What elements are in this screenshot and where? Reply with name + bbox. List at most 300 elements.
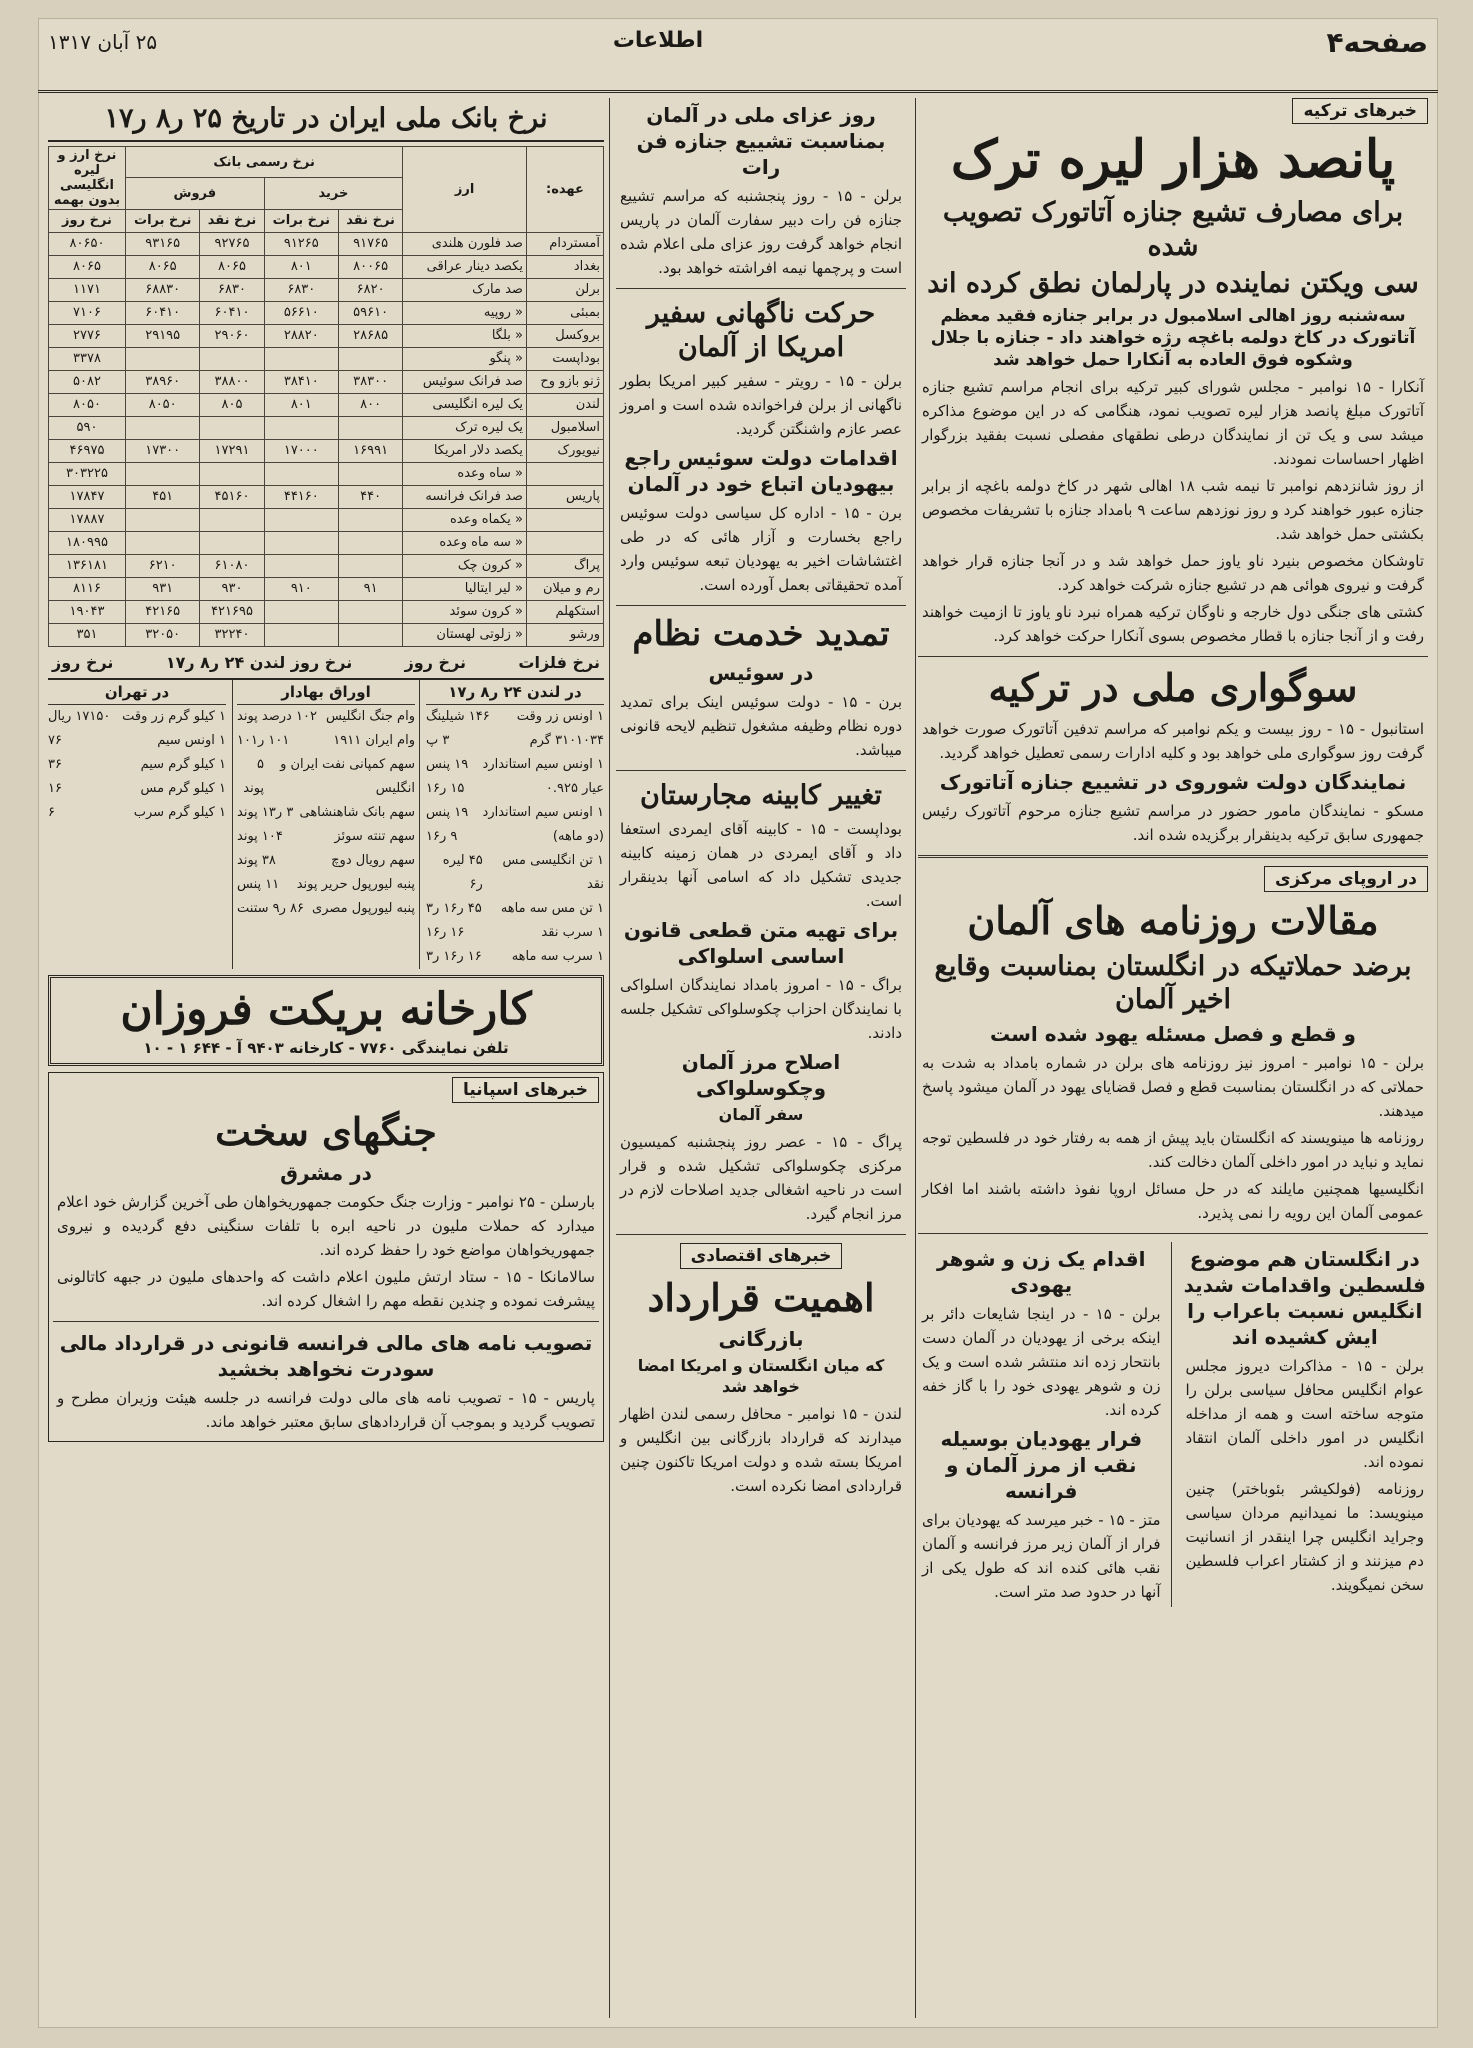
rate-value: ۸۰۶۵۰	[49, 232, 126, 255]
price-value: ۱۰۲ درصد پوند	[237, 708, 317, 724]
rate-value: ۵۰۸۲	[49, 370, 126, 393]
price-row	[48, 729, 226, 753]
rate-value: ۳۸۸۰۰	[200, 370, 264, 393]
price-item: ۱ کیلو گرم مس	[140, 780, 226, 796]
rate-city: بوداپست	[526, 347, 603, 370]
divider	[53, 1321, 599, 1322]
price-row	[426, 705, 604, 729]
rate-row	[49, 324, 604, 347]
price-item: پنبه لیورپول حریر پوند	[296, 876, 415, 892]
rate-value	[264, 462, 338, 485]
rate-currency: « یکماه وعده	[403, 508, 527, 531]
col-sell: فروش	[126, 178, 265, 210]
rate-value: ۳۵۱	[49, 623, 126, 646]
rate-value: ۱۶۹۹۱	[338, 439, 402, 462]
swiss-measures-headline: اقدامات دولت سوئیس راجع بیهودیان اتباع خود در آلمان	[624, 445, 898, 496]
price-row	[237, 897, 415, 921]
tehran-metals-title: در تهران	[48, 680, 226, 705]
rate-city: رم و میلان	[526, 577, 603, 600]
rate-value: ۶۸۳۰	[264, 278, 338, 301]
rate-value: ۹۲۷۶۵	[200, 232, 264, 255]
metals-head-right: نرخ فلزات	[518, 652, 600, 672]
turkey-headline: پانصد هزار لیره ترک	[950, 129, 1396, 190]
spain-paragraph: بارسلن - ۲۵ نوامبر - وزارت جنگ حکومت جمهوریخواهان طی آخرین گزارش خود اعلام میدارد که حملات ملیون در ناحیه ابره با تلفات سنگینی دفع گردیده و نیروی جمهوریخواهان مواضع خود را حفظ کرده اند.	[57, 1193, 595, 1260]
rate-value: ۱۷۳۰۰	[126, 439, 200, 462]
palestine-headline: در انگلستان هم موضوع فلسطین واقدامات شدید انگلیس نسبت باعراب را ایش کشیده اند	[1183, 1247, 1426, 1350]
rate-value: ۸۰۶۵	[126, 255, 200, 278]
rate-city: استکهلم	[526, 600, 603, 623]
price-row	[426, 753, 604, 777]
price-item: ۱ کیلو گرم زر وقت	[122, 708, 226, 724]
col-cash: نرخ نقد	[338, 209, 402, 232]
rate-value: ۳۰۳۲۲۵	[49, 462, 126, 485]
price-value: ۱۹ پنس	[426, 804, 469, 820]
rate-row	[49, 600, 604, 623]
rate-value: ۴۲۱۶۵	[126, 600, 200, 623]
column-germany	[616, 98, 906, 2018]
divider	[616, 770, 906, 771]
ambassador-headline: حرکت ناگهانی سفیر امریکا از آلمان	[646, 298, 876, 363]
issue-date: ۲۵ آبان ۱۳۱۷	[48, 30, 158, 54]
turkey-subhead-2: سی ویکتن نماینده در پارلمان نطق کرده اند	[927, 268, 1419, 300]
price-value: ۱۱ پنس	[237, 876, 280, 892]
section-label-spain: خبرهای اسپانیا	[452, 1077, 599, 1103]
spain-article	[48, 1072, 604, 1443]
mourning-day-headline: روز عزای ملی در آلمان بمناسبت تشییع جنازه فن رات	[636, 103, 886, 179]
rate-value: ۱۷۸۸۷	[49, 508, 126, 531]
rate-city: لندن	[526, 393, 603, 416]
rate-value: ۲۷۷۶	[49, 324, 126, 347]
masthead	[38, 18, 1438, 93]
rate-value: ۱۷۰۰۰	[264, 439, 338, 462]
swiss-measures-paragraph: برن - ۱۵ - اداره کل سیاسی دولت سوئیس راجع بخسارت و آزار هائی که در طی اغتشاشات اخیر به یهودیان تبعه سوئیس وارد آمده تحقیقاتی بعمل آورده است.	[620, 503, 902, 594]
rate-value	[338, 347, 402, 370]
rate-row	[49, 485, 604, 508]
spain-headline: جنگهای سخت	[215, 1108, 437, 1154]
rate-value	[264, 554, 338, 577]
rate-row	[49, 531, 604, 554]
price-item: ۱ سرب سه ماهه	[511, 948, 604, 964]
rate-value	[338, 462, 402, 485]
rate-row	[49, 370, 604, 393]
divider	[918, 855, 1428, 858]
rate-value	[200, 508, 264, 531]
rate-row	[49, 508, 604, 531]
mourning-headline: سوگواری ملی در ترکیه	[988, 665, 1358, 711]
palestine-article	[1182, 1242, 1429, 1607]
rate-value: ۳۲۲۴۰	[200, 623, 264, 646]
border-headline: اصلاح مرز آلمان وچکوسلواکی	[681, 1050, 841, 1101]
col-cash: نرخ نقد	[200, 209, 264, 232]
price-row	[48, 705, 226, 729]
rate-value: ۱۷۸۴۷	[49, 485, 126, 508]
rate-city: نیویورک	[526, 439, 603, 462]
german-press-paragraph: برلن - ۱۵ نوامبر - امروز نیز روزنامه های برلن در شماره بامداد به شدت به حملاتی که در انگلستان بمناسبت قطع و فصل قضایای یهود در آلمان میشود پاسخ میدهند.	[922, 1054, 1424, 1121]
price-item: عیار ۰.۹۲۵	[545, 780, 604, 796]
metals-block	[48, 680, 604, 969]
metals-header	[48, 647, 604, 680]
price-row	[237, 705, 415, 729]
price-value: ۱۶ ر۱۶ ر۳	[426, 948, 482, 964]
section-label-europe: در اروپای مرکزی	[1264, 866, 1428, 892]
palestine-paragraph: روزنامه (فولکیشر بئوباختر) چنین مینویسد: ما نمیدانیم مردان سیاسی وجراید انگلیس چرا اینقدر از انسانیت دم میزنند و از کشتار اعراب فلسطین سخن نمیگویند.	[1185, 1480, 1424, 1595]
mourning-day-paragraph: برلن - ۱۵ - روز پنجشنبه که مراسم تشییع جنازه فن رات دبیر سفارت آلمان در پاریس انجام خواهد گرفت روز عزای ملی اعلام شده است و پرچمها نیمه افراشته خواهد بود.	[620, 187, 902, 277]
rate-currency: صد مارک	[403, 278, 527, 301]
divider	[918, 656, 1428, 657]
rate-value: ۹۳۱۶۵	[126, 232, 200, 255]
rate-value: ۹۱۰	[264, 577, 338, 600]
military-service-headline: تمدید خدمت نظام	[632, 613, 890, 654]
economy-subhead: بازرگانی	[718, 1327, 804, 1352]
escape-paragraph: متز - ۱۵ - خبر میرسد که یهودیان برای فرار از آلمان زیر مرز فرانسه و آلمان نقب هائی کنده اند که طول یکی از آنها در حدود صد متر است.	[922, 1511, 1161, 1602]
price-item: سهم بانک شاهنشاهی	[299, 804, 415, 820]
divider	[616, 605, 906, 606]
soviet-delegates-paragraph: مسکو - نمایندگان مامور حضور در مراسم تشیع جنازه مرحوم آتاتورک رئیس جمهوری سابق ترکیه بدینقرار برگزیده شده اند.	[922, 801, 1424, 844]
price-row	[426, 849, 604, 897]
price-row	[426, 729, 604, 753]
price-row	[426, 777, 604, 801]
slovakia-headline: برای تهیه متن قطعی قانون اساسی اسلواکی	[623, 918, 899, 969]
rate-value: ۳۸۹۶۰	[126, 370, 200, 393]
rate-value	[338, 531, 402, 554]
price-row	[426, 825, 604, 849]
rate-value: ۶۸۳۰	[200, 278, 264, 301]
rate-value: ۱۳۶۱۸۱	[49, 554, 126, 577]
rate-value	[338, 508, 402, 531]
price-item: وام ایران ۱۹۱۱	[333, 732, 415, 748]
jewish-paragraph: برلن - ۱۵ - در اینجا شایعات دائر بر اینکه برخی از یهودیان در آلمان دست بانتحار زده اند منتشر شده است و یک زن و شوهر یهودی خود را با گاز خفه کرده اند.	[922, 1305, 1161, 1420]
col-draft: نرخ برات	[126, 209, 200, 232]
rate-currency: صد فرانک سوئیس	[403, 370, 527, 393]
col-day: نرخ روز	[49, 209, 126, 232]
rate-value: ۲۸۶۸۵	[338, 324, 402, 347]
rate-row	[49, 278, 604, 301]
section-label-economy: خبرهای اقتصادی	[680, 1243, 843, 1269]
rate-row	[49, 255, 604, 278]
rate-currency: صد فرانک فرانسه	[403, 485, 527, 508]
rate-value: ۶۸۲۰	[338, 278, 402, 301]
rate-city: اسلامبول	[526, 416, 603, 439]
rate-row	[49, 554, 604, 577]
mourning-paragraph: استانبول - ۱۵ - روز بیست و یکم نوامبر که مراسم تدفین آتاتورک صورت خواهد گرفت روز سوگواری ملی خواهد بود و کلیه ادارات رسمی تعطیل خواهد گردید.	[922, 719, 1424, 762]
rate-city: بمبئی	[526, 301, 603, 324]
price-item: ۱ تن انگلیسی مس نقد	[502, 852, 604, 892]
price-value: ۳۸ پوند	[237, 852, 276, 868]
price-item: ۱ اونس سیم استاندارد	[482, 804, 604, 820]
escape-headline: فرار یهودیان بوسیله نقب از مرز آلمان و فرانسه	[940, 1427, 1143, 1504]
price-item: ۱ اونس زر وقت	[516, 708, 604, 724]
price-item: ۱ کیلو گرم سرب	[133, 804, 226, 820]
rate-value	[200, 462, 264, 485]
rate-city: برلن	[526, 278, 603, 301]
turkey-subhead: برای مصارف تشیع جنازه آتاتورک تصویب شده	[942, 196, 1404, 262]
rate-currency: « بلگا	[403, 324, 527, 347]
rate-value	[338, 600, 402, 623]
divider	[616, 1234, 906, 1235]
column-divider	[609, 98, 610, 2018]
rate-value: ۶۲۱۰	[126, 554, 200, 577]
rate-city: ژنو بازو وح	[526, 370, 603, 393]
price-value: ۱۴۶ شیلینگ	[426, 708, 490, 724]
rate-currency: « لیر ایتالیا	[403, 577, 527, 600]
london-metals-title: در لندن ۲۴ ر۸ ر۱۷	[426, 680, 604, 705]
rate-row	[49, 623, 604, 646]
border-paragraph: پراگ - ۱۵ - عصر روز پنجشنبه کمیسیون مرکزی چکوسلواکی تشکیل شده و قرار است در ناحیه اشغالی جدید اصلاحات لازم در مرز انجام گیرد.	[620, 1132, 903, 1223]
rate-row	[49, 301, 604, 324]
metals-head-mid: نرخ روز	[404, 652, 467, 672]
price-value: ۱۶ ر۱۶	[426, 924, 465, 940]
col-note: نرخ ارز و لیره انگلیسی بدون بهمه	[49, 146, 126, 209]
rate-city	[526, 531, 603, 554]
metals-head-mid-2: نرخ روز لندن ۲۴ ر۸ ر۱۷	[165, 652, 353, 672]
price-value: ۳ ر۱۳ پوند	[237, 804, 294, 820]
rate-currency: یکصد دینار عراقی	[403, 255, 527, 278]
economy-subhead-2: که میان انگلستان و امریکا امضا خواهد شد	[637, 1356, 885, 1397]
price-value: ۳۶	[48, 756, 62, 772]
france-finance-headline: تصویب نامه های مالی فرانسه قانونی در قرارداد مالی سودرت نخواهد بخشید	[59, 1331, 593, 1382]
rate-currency: « پنگو	[403, 347, 527, 370]
price-row	[48, 753, 226, 777]
german-press-paragraph: انگلیسیها همچنین مایلند که در حل مسائل اروپا نفوذ داشته باشند اما افکار عمومی آلمان این رویه را نمی پذیرد.	[922, 1180, 1424, 1223]
turkey-lead: سه‌شنبه روز اهالی اسلامبول در برابر جنازه فقید معظم آتاتورک در کاخ دولمه باغچه رژه خواهند داد - جنازه با جلال وشکوه فوق العاده به آنکارا حمل خواهد شد	[930, 306, 1416, 371]
price-value: ۱۷۱۵۰ ریال	[48, 708, 111, 724]
price-item: سهم کمپانی نفت ایران و انگلیس	[280, 756, 415, 796]
turkey-paragraph: آنکارا - ۱۵ نوامبر - مجلس شورای کبیر ترکیه برای انجام مراسم تشیع جنازه آتاتورک مبلغ پانصد هزار لیره تصویب نمود، هنگامی که در این موضوع مذاکره میشد سی و یک تن از نمایندگان درطی نطقهای مفصلی نسبت بفقید بزرگوار اظهار احساسات نمودند.	[922, 378, 1424, 469]
rate-value: ۴۶۹۷۵	[49, 439, 126, 462]
price-item: ۱ تن مس سه ماهه	[500, 900, 604, 916]
rate-value	[264, 416, 338, 439]
rate-value: ۵۹۶۱۰	[338, 301, 402, 324]
bank-rates-title: نرخ بانک ملی ایران در تاریخ ۲۵ ر۸ ر۱۷	[48, 102, 604, 142]
rate-value: ۸۰۵۰	[126, 393, 200, 416]
rate-value: ۹۳۱	[126, 577, 200, 600]
rate-value: ۸۰۱	[264, 393, 338, 416]
france-finance-paragraph: پاریس - ۱۵ - تصویب نامه های مالی دولت فرانسه در جلسه هیئت وزیران مطرح و تصویب گردید و بموجب آن قراردادهای سابق معتبر خواهد ماند.	[57, 1389, 595, 1432]
rate-value: ۸۰۵	[200, 393, 264, 416]
german-press-subhead-2: و قطع و فصل مسئله یهود شده است	[990, 1022, 1356, 1047]
rate-value: ۲۹۰۶۰	[200, 324, 264, 347]
economy-paragraph: لندن - ۱۵ نوامبر - محافل رسمی لندن اظهار میدارند که قرارداد بازرگانی بین انگلیس و امریکا بسته شده و دولت امریکا تاکنون چنین قراردادی امضا نکرده است.	[620, 1405, 902, 1496]
rate-currency: « زلوتی لهستان	[403, 623, 527, 646]
rate-value: ۵۶۶۱۰	[264, 301, 338, 324]
military-service-paragraph: برن - ۱۵ - دولت سوئیس اینک برای تمدید دوره نظام وظیفه مشغول تنظیم لایحه قانونی میباشد.	[620, 693, 902, 760]
rate-value: ۶۰۴۱۰	[126, 301, 200, 324]
price-value: ۳ پ	[426, 732, 450, 748]
rate-value: ۳۲۰۵۰	[126, 623, 200, 646]
price-value: ۷۶	[48, 732, 62, 748]
price-item: سهم رویال دوچ	[331, 852, 415, 868]
price-row	[426, 897, 604, 921]
rate-value	[126, 347, 200, 370]
rate-city: بغداد	[526, 255, 603, 278]
rate-currency: « کرون سوئد	[403, 600, 527, 623]
rate-currency: یکصد دلار امریکا	[403, 439, 527, 462]
bank-rates-body	[49, 232, 604, 646]
hungary-cabinet-headline: تغییر کابینه مجارستان	[640, 780, 882, 812]
price-value: ۱۵ ر۱۶	[426, 780, 465, 796]
rate-city: پاریس	[526, 485, 603, 508]
paper-name: اطلاعات	[612, 28, 704, 53]
price-row	[237, 825, 415, 849]
turkey-paragraph: تاوشکان مخصوص بنیرد ناو یاوز حمل خواهد شد و در آنجا جنازه قرار خواهد گرفت و نیروی هوائی هم در تشیع جنازه شرکت خواهد کرد.	[922, 552, 1424, 595]
rate-value: ۴۴۱۶۰	[264, 485, 338, 508]
price-item: سهم تنته سوئز	[334, 828, 415, 844]
soviet-delegates-headline: نمایندگان دولت شوروی در تشییع جنازه آتاتورک	[939, 769, 1407, 794]
rate-value	[200, 531, 264, 554]
metals-head-left: نرخ روز	[52, 652, 114, 672]
column-divider	[915, 98, 916, 2018]
turkey-paragraph: کشتی های جنگی دول خارجه و ناوگان ترکیه همراه نبرد ناو یاوز تا ازمیت خواهند رفت و از آنجا جنازه با قطار مخصوص بسوی آنکارا حرکت خواهد کرد.	[922, 603, 1424, 646]
rate-value: ۴۵۱	[126, 485, 200, 508]
price-value: ۴۵ لیره ر۶	[442, 852, 483, 892]
rate-value: ۶۸۸۳۰	[126, 278, 200, 301]
rate-value	[338, 623, 402, 646]
rate-currency: صد فلورن هلندی	[403, 232, 527, 255]
rate-value	[264, 600, 338, 623]
price-item: (دو ماهه)	[552, 828, 604, 844]
border-subhead: سفر آلمان	[718, 1105, 804, 1125]
spain-subhead: در مشرق	[280, 1161, 372, 1186]
jewish-article	[918, 1242, 1172, 1607]
ad-company-name: کارخانه بریکت فروزان	[120, 983, 532, 1035]
rate-value: ۴۴۰	[338, 485, 402, 508]
price-item: ۱ کیلو گرم سیم	[140, 756, 226, 772]
price-value: ۹ ر۱۶	[426, 828, 458, 844]
rate-value: ۳۸۴۱۰	[264, 370, 338, 393]
divider	[616, 288, 906, 289]
rate-value	[126, 531, 200, 554]
rate-value: ۵۹۰	[49, 416, 126, 439]
briquette-ad	[48, 975, 604, 1066]
rate-value	[200, 347, 264, 370]
rate-row	[49, 462, 604, 485]
rate-currency: « سه ماه وعده	[403, 531, 527, 554]
rate-value: ۶۰۴۱۰	[200, 301, 264, 324]
rate-value: ۲۸۸۲۰	[264, 324, 338, 347]
rate-row	[49, 347, 604, 370]
rate-value: ۸۰۰۶۵	[338, 255, 402, 278]
rate-city	[526, 462, 603, 485]
col-buy: خرید	[264, 178, 403, 210]
german-press-headline: مقالات روزنامه های آلمان	[967, 897, 1379, 943]
price-item: ۱ سرب نقد	[541, 924, 604, 940]
rate-value: ۳۳۷۸	[49, 347, 126, 370]
rate-row	[49, 232, 604, 255]
price-value: ۴۵ ر۱۶ ر۳	[426, 900, 482, 916]
rate-value: ۱۸۰۹۹۵	[49, 531, 126, 554]
securities-title: اوراق بهادار	[237, 680, 415, 705]
german-press-subhead: برضد حملاتیکه در انگلستان بمناسبت وقایع اخیر آلمان	[934, 950, 1412, 1016]
price-item: ۱ اونس سیم استاندارد	[482, 756, 604, 772]
section-label-turkey: خبرهای ترکیه	[1292, 98, 1428, 124]
price-value: ۱۰۱ ر۱۰۱	[237, 732, 290, 748]
rate-value: ۸۰۵۰	[49, 393, 126, 416]
rate-value: ۷۱۰۶	[49, 301, 126, 324]
rate-value: ۲۹۱۹۵	[126, 324, 200, 347]
rate-value: ۱۱۷۱	[49, 278, 126, 301]
rate-row	[49, 416, 604, 439]
jewish-headline: اقدام یک زن و شوهر یهودی	[937, 1247, 1146, 1298]
price-value: ۱۹ پنس	[426, 756, 469, 772]
rate-value	[338, 416, 402, 439]
rate-value: ۹۱	[338, 577, 402, 600]
german-press-paragraph: روزنامه ها مینویسند که انگلستان باید پیش از همه به رفتار خود در فلسطین توجه نماید و نباید در امور داخلی آلمان دخالت کند.	[922, 1129, 1424, 1172]
price-row	[237, 753, 415, 801]
rate-value: ۹۱۲۶۵	[264, 232, 338, 255]
rate-value	[264, 347, 338, 370]
rate-value	[126, 462, 200, 485]
rate-value: ۴۵۱۶۰	[200, 485, 264, 508]
securities	[232, 680, 420, 969]
price-item: ۱ اونس سیم	[157, 732, 226, 748]
rate-currency: « ساه وعده	[403, 462, 527, 485]
price-value: ۱۰۴ پوند	[237, 828, 283, 844]
ad-phones: تلفن نمایندگی ۷۷۶۰ - کارخانه ۹۴۰۳ آ - ۶۴۴ ۱ - ۱۰	[143, 1038, 509, 1057]
rate-value: ۳۸۳۰۰	[338, 370, 402, 393]
price-row	[237, 873, 415, 897]
rate-city: بروکسل	[526, 324, 603, 347]
rate-value: ۸۱۱۶	[49, 577, 126, 600]
rate-city	[526, 508, 603, 531]
price-row	[426, 921, 604, 945]
price-item: وام جنگ انگلیس	[325, 708, 415, 724]
rate-city: ورشو	[526, 623, 603, 646]
price-value: ۶	[48, 804, 55, 820]
price-row	[237, 729, 415, 753]
price-item: پنبه لیورپول مصری	[312, 900, 415, 916]
rate-currency: یک لیره انگلیسی	[403, 393, 527, 416]
rate-value: ۴۲۱۶۹۵	[200, 600, 264, 623]
rate-value: ۹۱۷۶۵	[338, 232, 402, 255]
rate-value	[264, 508, 338, 531]
rate-city: پراگ	[526, 554, 603, 577]
page-number: صفحه۴	[1326, 26, 1428, 59]
price-row	[237, 801, 415, 825]
rate-value: ۹۳۰	[200, 577, 264, 600]
palestine-paragraph: برلن - ۱۵ - مذاکرات دیروز مجلس عوام انگلیس محافل سیاسی برلن را متوجه ساخته است و همه از مداخله انگلیس در امور داخلی آلمان انتقاد نموده اند.	[1185, 1357, 1424, 1472]
rate-value	[264, 531, 338, 554]
tehran-metals	[48, 680, 226, 969]
rate-value: ۸۰۶۵	[200, 255, 264, 278]
rate-value	[264, 623, 338, 646]
bank-rates-table	[48, 146, 604, 647]
slovakia-paragraph: براگ - ۱۵ - امروز بامداد نمایندگان اسلواکی با نمایندگان احزاب چکوسلواکی تشکیل جلسه دادند.	[620, 976, 902, 1043]
turkey-paragraph: از روز شانزدهم نوامبر تا نیمه شب ۱۸ اهالی شهر در کاخ دولمه باغچه از برابر جنازه عبور خواهند کرد و روز نوزدهم ساعت ۹ بامداد جنازه با تشریفات مخصوص بکشتی حمل خواهد شد.	[922, 477, 1424, 544]
rate-row	[49, 439, 604, 462]
price-row	[48, 801, 226, 825]
col-official: نرخ رسمی بانک	[126, 146, 403, 178]
rate-value	[126, 416, 200, 439]
price-item: ۳۱۰۱۰۳۴ گرم	[529, 732, 604, 748]
rate-value	[338, 554, 402, 577]
price-value: ۸۶ ر۹ ستنت	[237, 900, 305, 916]
london-metals	[426, 680, 604, 969]
rate-value: ۸۰۱	[264, 255, 338, 278]
rate-currency: « روپیه	[403, 301, 527, 324]
price-value: ۵ پوند	[243, 756, 265, 796]
col-currency: ارز	[403, 146, 527, 232]
rate-row	[49, 577, 604, 600]
lower-two-columns	[918, 1242, 1428, 1607]
price-row	[426, 945, 604, 969]
rate-value: ۱۹۰۴۳	[49, 600, 126, 623]
rate-value	[126, 508, 200, 531]
divider	[918, 1233, 1428, 1234]
newspaper-page	[38, 18, 1438, 2028]
military-service-subhead: در سوئیس	[708, 661, 814, 686]
rate-city: آمستردام	[526, 232, 603, 255]
col-draft: نرخ برات	[264, 209, 338, 232]
